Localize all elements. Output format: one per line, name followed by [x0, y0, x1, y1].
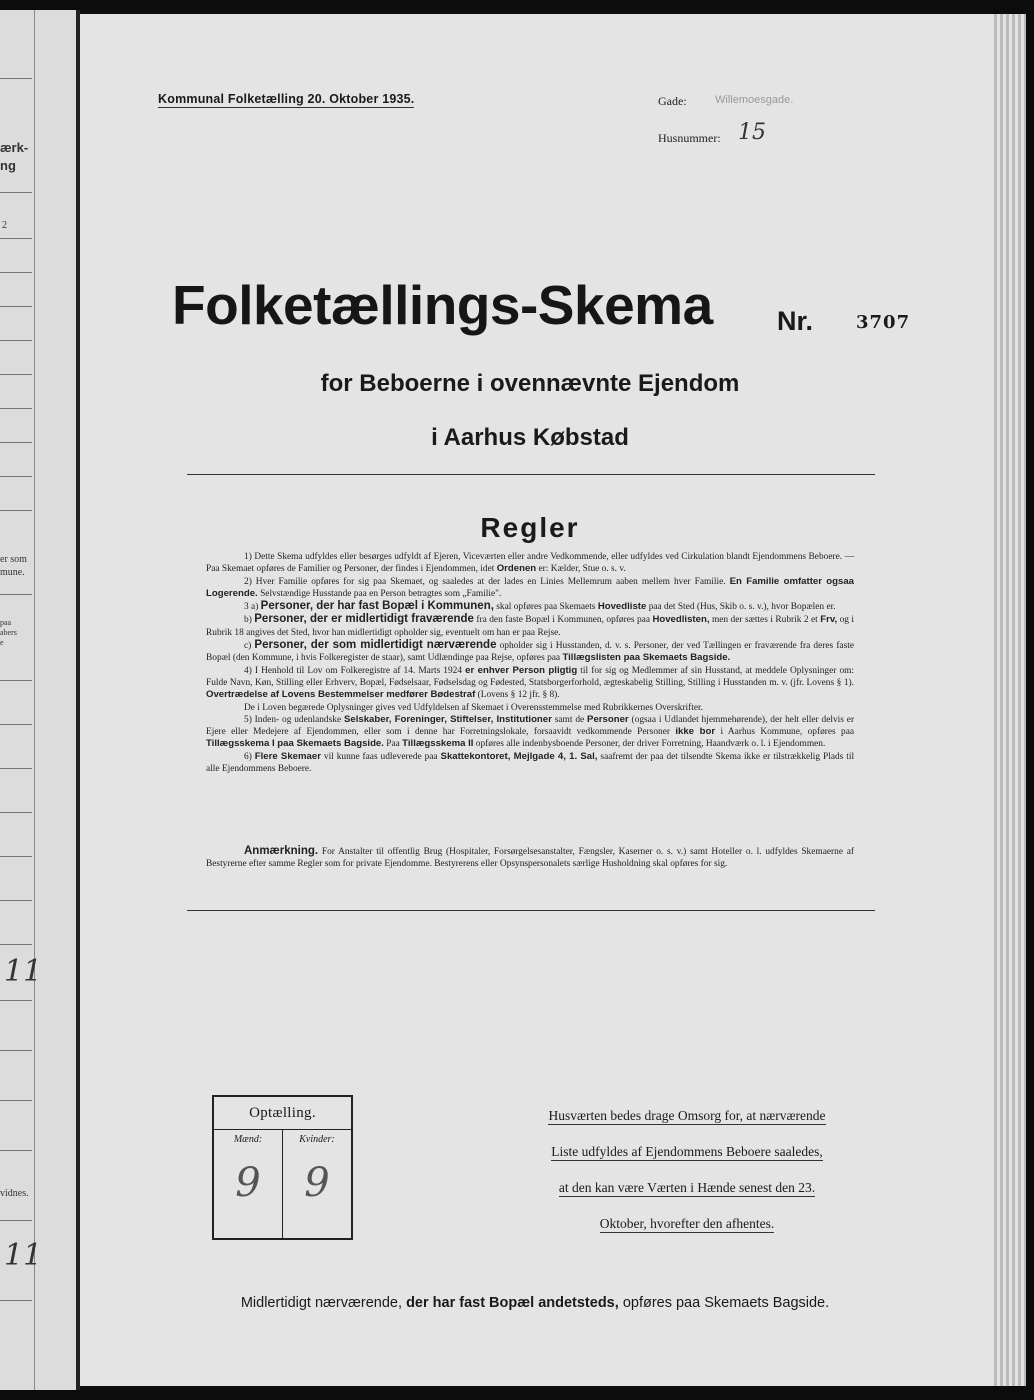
rule-3b: b) Personer, der er midlertidigt fraværende fra den faste Bopæl i Kommunen, opføres paa Hovedlisten, men der sættes i Rubrik 2 et Frv, og i Rubrik 18 angives det Sted, hvor han midlertidigt opholder sig, eventuelt om han er paa Rejse. [206, 613, 855, 638]
annotation-label: Anmærkning. [244, 845, 319, 857]
rule-line [0, 340, 32, 341]
nr-label: Nr. [777, 306, 814, 336]
gade-label: Gade: [658, 94, 687, 108]
left-frag: vidnes. [0, 1188, 29, 1199]
rules-body [206, 551, 854, 775]
rule-line [0, 442, 32, 443]
notice-line: Oktober, hvorefter den afhentes. [599, 1216, 775, 1231]
gade-value: Willemoesgade. [715, 94, 794, 106]
annotation-text: For Anstalter til offentlig Brug (Hospitaler, Forsørgelsesanstalter, Fængsler, Kaserner o. s. v.) samt Hoteller o. l. udfyldes Skemaerne af Bestyrerne efter samme Regler som for private Ejendomme. Bestyrerens eller Opsynspersonalets særlige Husholdning skal opføres for sig. [206, 847, 855, 870]
notice-line: at den kan være Værten i Hænde senest den 23. [558, 1180, 816, 1195]
women-column [282, 1130, 351, 1238]
rule-line [0, 78, 32, 79]
annotation-note [206, 845, 854, 871]
form-number: 3707 [856, 312, 911, 333]
rule-6: 6) Flere Skemaer vil kunne faas udleverede paa Skattekontoret, Mejlgade 4, 1. Sal, saafremt der paa det tilsendte Skema ikke er tilstrækkelig Plads til alle Ejendommens Beboere. [206, 750, 855, 775]
rule-line [0, 724, 32, 725]
rule-line [0, 768, 32, 769]
rule-line [0, 374, 32, 375]
rule-line [0, 476, 32, 477]
notice-line: Liste udfyldes af Ejendommens Beboere saaledes, [551, 1144, 823, 1159]
rule-3c: c) Personer, der som midlertidigt nærværende opholder sig i Husstanden, d. v. s. Personer, der ved Tællingen er fraværende fra deres faste Bopæl (den Kommune, i hvis Folkeregister de staar), samt Udlændinge paa Rejse, opføres paa Tillægslisten paa Skemaets Bagside. [206, 639, 855, 664]
rule-line [0, 856, 32, 857]
rule-line [0, 1300, 32, 1301]
book-page-edges [994, 14, 1026, 1386]
count-heading: Optælling. [214, 1097, 351, 1130]
left-frag: mune. [0, 567, 25, 578]
notice-line: Husværten bedes drage Omsorg for, at nærværende [548, 1108, 826, 1123]
rule-line [0, 812, 32, 813]
rule-4: 4) I Henhold til Lov om Folkeregistre af 14. Marts 1924 er enhver Person pligtig til for sig og Medlemmer af sin Husstand, at meddele Oplysninger om: Fulde Navn, Køn, Stilling eller Erhverv, Bopæl, Fødselsaar, Fødselsdag og Fødested, Statsborgerforhold, ægteskabelig Stilling, Stilling i Husstanden m. v. (jfr. Lovens § 1). Overtrædelse af Lovens Bestemmelser medfører Bødestraf (Lovens § 12 jfr. § 8). [206, 664, 855, 701]
rule-line [0, 1050, 32, 1051]
form-location: i Aarhus Købstad [431, 424, 629, 451]
left-frag: er som [0, 554, 27, 565]
rule-line [0, 680, 32, 681]
rule-line [0, 1100, 32, 1101]
men-label: Mænd: [233, 1134, 263, 1145]
left-handwriting: 11 [4, 1238, 43, 1273]
left-frag: e [0, 638, 4, 647]
form-subtitle: for Beboerne i ovennævnte Ejendom [320, 370, 740, 397]
left-frag: ng [0, 158, 16, 173]
rule-line [0, 944, 32, 945]
men-count: 9 [235, 1160, 261, 1206]
adjacent-page-fragment [0, 10, 80, 1390]
rule-line [0, 408, 32, 409]
landlord-notice [512, 1098, 862, 1242]
census-header: Kommunal Folketælling 20. Oktober 1935. [158, 92, 415, 106]
men-column [214, 1130, 282, 1238]
left-frag: ærk- [0, 140, 29, 155]
women-count: 9 [304, 1160, 330, 1206]
rules-heading: Regler [480, 512, 580, 543]
divider [187, 910, 875, 911]
rule-5: 5) Inden- og udenlandske Selskaber, Foreninger, Stiftelser, Institutioner samt de Personer (ogsaa i Udlandet hjemmehørende), der helt eller delvis er Ejere eller Medejere af Ejendommen, eller som i denne har Forretningslokale, forsaavidt vedkommende Personer ikke bor i Aarhus Kommune, opføres paa Tillægsskema I paa Skemaets Bagside. Paa Tillægsskema II opføres alle indenbysboende Personer, der driver Forretning, Haandværk o. l. i Ejendommen. [206, 713, 855, 750]
left-frag: paa [0, 618, 12, 627]
left-frag: abers [0, 628, 17, 637]
rule-line [0, 272, 32, 273]
divider [187, 474, 875, 475]
footer-note: Midlertidigt nærværende, der har fast Bopæl andetsteds, opføres paa Skemaets Bagside. [240, 1295, 830, 1311]
adjacent-page-column-line [34, 10, 35, 1390]
husnummer-value: 15 [738, 120, 766, 145]
rule-line [0, 306, 32, 307]
rule-line [0, 238, 32, 239]
left-frag: 2 [2, 220, 7, 231]
rule-line [0, 192, 32, 193]
rule-line [0, 900, 32, 901]
rule-1: 1) Dette Skema udfyldes eller besørges udfyldt af Ejeren, Viceværten eller andre Vedkommende, eller udfyldes ved Cirkulation blandt Ejendommens Beboere. — Paa Skemaet opføres de Familier og Personer, der findes i Ejendommen, idet Ordenen er: Kælder, Stue o. s. v. [206, 552, 854, 575]
count-box [212, 1095, 353, 1240]
form-title: Folketællings-Skema [172, 274, 713, 336]
women-label: Kvinder: [299, 1134, 335, 1145]
husnummer-label: Husnummer: [658, 131, 721, 145]
left-handwriting: 11 [4, 954, 43, 989]
rule-line [0, 1150, 32, 1151]
rule-line [0, 510, 32, 511]
rule-line [0, 1000, 32, 1001]
rule-4-continued: De i Loven begærede Oplysninger gives ved Udfyldelsen af Skemaet i Overensstemmelse med Rubrikkernes Overskrifter. [244, 702, 703, 713]
rule-3a: 3 a) Personer, der har fast Bopæl i Kommunen, skal opføres paa Skemaets Hovedliste paa det Sted (Hus, Skib o. s. v.), hvor Bopælen er. [244, 600, 836, 613]
rule-line [0, 1220, 32, 1221]
rule-2: 2) Hver Familie opføres for sig paa Skemaet, og saaledes at der lades en Linies Mellemrum aaben mellem hver Familie. En Familie omfatter ogsaa Logerende. Selvstændige Husstande paa en Person betragtes som „Familie". [206, 575, 855, 599]
rule-line [0, 594, 32, 595]
